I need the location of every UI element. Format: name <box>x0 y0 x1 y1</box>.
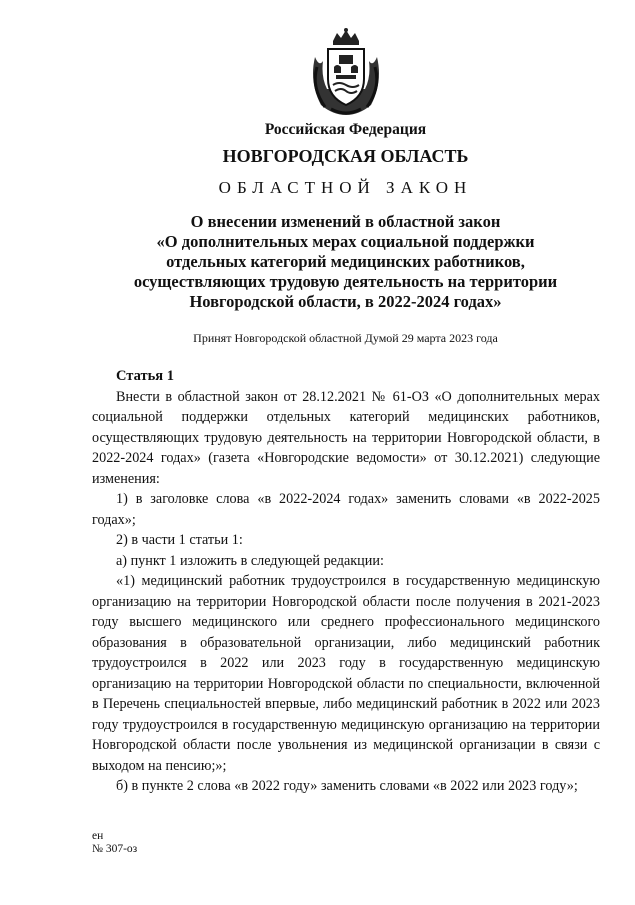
footer-number: № 307-оз <box>92 843 138 855</box>
article-body <box>92 366 600 797</box>
law-title-line: О внесении изменений в областной закон <box>190 212 501 231</box>
adoption-note: Принят Новгородской областной Думой 29 марта 2023 года <box>193 331 498 345</box>
article-heading: Статья 1 <box>116 368 174 384</box>
law-title-line: осуществляющих трудовую деятельность на территории <box>133 272 558 291</box>
paragraph: 1) в заголовке слова «в 2022-2024 годах» заменить словами «в 2022-2025 годах»; <box>92 491 600 528</box>
law-title-line: «О дополнительных мерах социальной поддержки <box>156 232 535 251</box>
footer-note <box>92 830 137 856</box>
law-title-line: Новгородской области, в 2022-2024 годах» <box>189 292 502 311</box>
paragraph: 2) в части 1 статьи 1: <box>116 532 243 548</box>
paragraph: б) в пункте 2 слова «в 2022 году» заменить словами «в 2022 или 2023 году»; <box>116 778 578 794</box>
region-name: НОВГОРОДСКАЯ ОБЛАСТЬ <box>222 146 469 166</box>
paragraph: «1) медицинский работник трудоустроился в государственную медицинскую организацию на территории Новгородской области после получения в 2021-2023 году высшего медицинского или среднего профессионального медицинского образования в образовательной организации, либо медицинский работник трудоустроился в 2022 или 2023 году в государственную медицинскую организацию на территории Новгородской области по специальности, включенной в Перечень специальностей впервые, либо медицинский работник в 2022 или 2023 году трудоустроился в государственную медицинскую организацию на территории Новгородской области после увольнения из медицинской организации в связи с выходом на пенсию;»; <box>92 573 600 774</box>
law-title-line: отдельных категорий медицинских работников, <box>166 252 525 271</box>
novgorod-coat-of-arms-icon <box>303 27 389 117</box>
document-type: ОБЛАСТНОЙ ЗАКОН <box>218 178 473 197</box>
law-title <box>28 212 635 312</box>
footer-initials: ен <box>92 830 104 842</box>
paragraph: а) пункт 1 изложить в следующей редакции: <box>116 552 384 569</box>
country-name: Российская Федерация <box>264 121 427 138</box>
paragraph: Внести в областной закон от 28.12.2021 № 61-ОЗ «О дополнительных мерах социальной поддержки отдельных категорий медицинских работников, осуществляющих трудовую деятельность на территории Новгородской области, в 2022-2024 годах» (газета «Новгородские ведомости» от 30.12.2021) следующие изменения: <box>92 388 600 487</box>
